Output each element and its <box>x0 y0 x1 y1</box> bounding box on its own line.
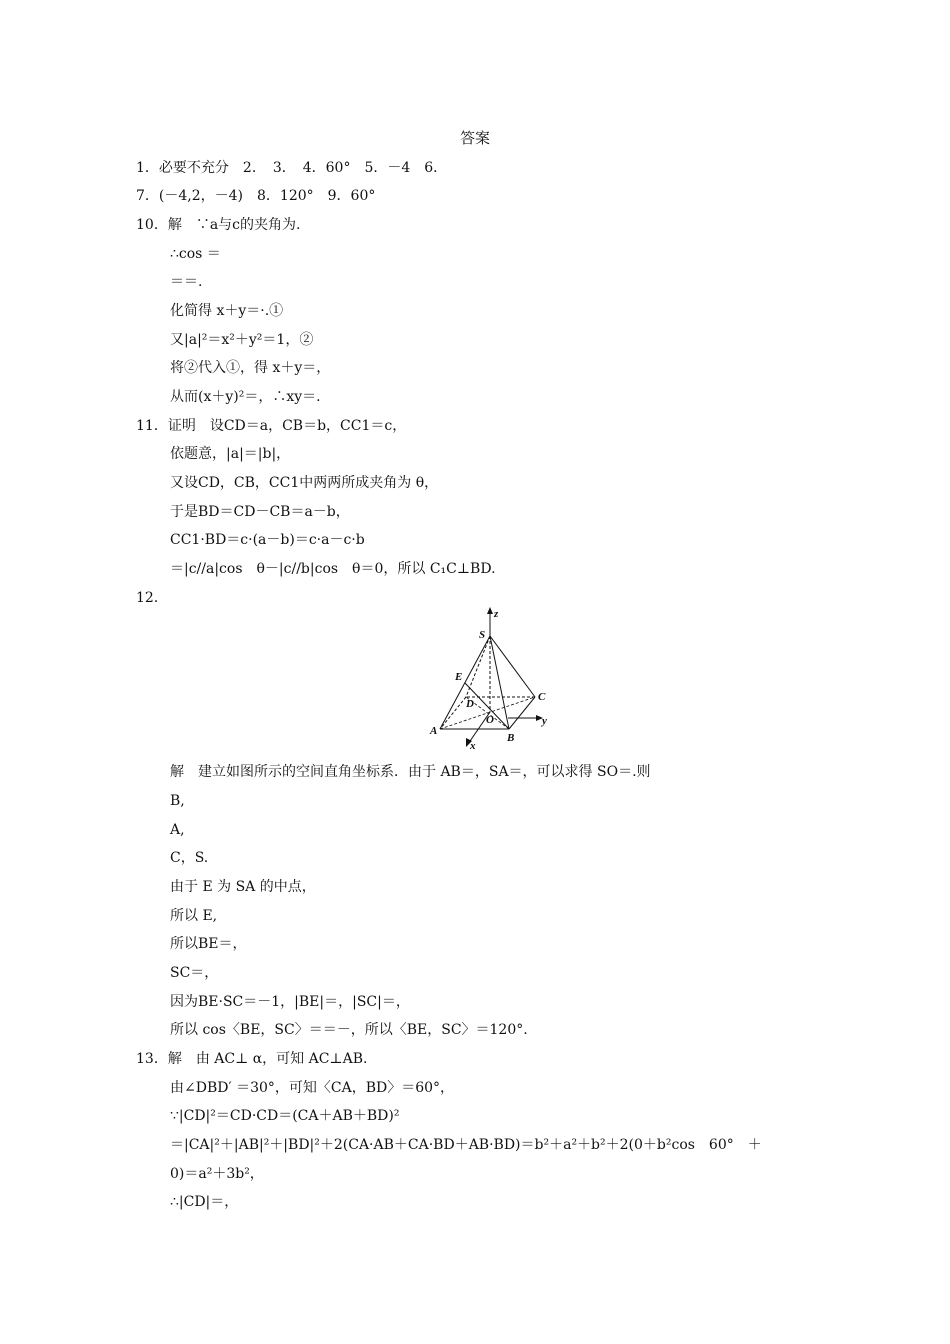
label-B: B <box>507 732 515 744</box>
text-line: A, <box>170 822 185 838</box>
text-line: 于是BD＝CD－CB＝a－b， <box>170 504 350 520</box>
text-line: 所以 E, <box>170 908 218 924</box>
text-line: 10．解 ∵a与c的夹角为. <box>136 217 301 233</box>
text-line: ＝＝. <box>170 274 203 290</box>
text-line: 由于 E 为 SA 的中点， <box>170 879 316 895</box>
text-line: ＝|CA|²＋|AB|²＋|BD|²＋2(CA·AB＋CA·BD＋AB·BD)＝b²＋a²＋b²＋2(0＋b²cos 60° ＋ <box>170 1137 762 1153</box>
text-line: 因为BE·SC＝－1，|BE|＝，|SC|＝， <box>170 994 410 1010</box>
label-S: S <box>479 629 486 641</box>
text-line: C，S. <box>170 850 209 866</box>
page-title: 答案 <box>459 129 490 147</box>
text-line: 11．证明 设CD＝a，CB＝b，CC1＝c， <box>136 418 407 434</box>
text-line: 从而(x＋y)²＝，∴xy＝. <box>170 389 321 405</box>
label-E: E <box>455 671 463 683</box>
text-line: 依题意，|a|＝|b|， <box>170 446 291 462</box>
text-line: 13．解 由 AC⊥ α，可知 AC⊥AB. <box>136 1051 368 1067</box>
text-line: 1．必要不充分 2． 3． 4．60° 5．－4 6． <box>136 160 448 176</box>
pyramid-coordinate-figure <box>428 606 560 754</box>
edge-SC <box>490 636 535 697</box>
text-line: ＝|c//a|cos θ－|c//b|cos θ＝0，所以 C₁C⊥BD. <box>170 561 496 577</box>
text-line: 又|a|²＝x²＋y²＝1，② <box>170 332 314 348</box>
text-line: 又设CD，CB，CC1中两两所成夹角为 θ， <box>170 475 439 491</box>
text-line: CC1·BD＝c·(a－b)＝c·a－c·b <box>170 532 365 548</box>
edge-SA <box>440 636 490 729</box>
text-line: B, <box>170 793 185 809</box>
text-line: 由∠DBD′ ＝30°，可知〈CA，BD〉＝60°， <box>170 1080 455 1096</box>
text-line: ∴cos ＝ <box>170 246 221 262</box>
text-line: 所以 cos〈BE，SC〉＝＝－，所以〈BE，SC〉＝120°. <box>170 1022 528 1038</box>
label-z: z <box>494 608 499 620</box>
label-x: x <box>470 740 476 752</box>
label-D: D <box>466 698 474 710</box>
z-axis-arrow <box>487 607 493 614</box>
label-A: A <box>430 725 438 737</box>
text-line: 7．(－4,2，－4) 8．120° 9．60° <box>136 188 376 204</box>
text-line: 12． <box>136 590 168 606</box>
label-C: C <box>538 691 546 703</box>
edge-DA-dashed <box>440 697 466 729</box>
text-line: 所以BE＝， <box>170 936 247 952</box>
text-line: 化简得 x＋y＝·.① <box>170 303 284 319</box>
text-line: ∴|CD|＝， <box>170 1194 239 1210</box>
label-y: y <box>542 715 547 727</box>
label-O: O <box>486 714 494 726</box>
text-line: 解 建立如图所示的空间直角坐标系．由于 AB＝，SA＝，可以求得 SO＝.则 <box>170 764 651 780</box>
text-line: 将②代入①，得 x＋y＝， <box>170 360 331 376</box>
text-line: SC＝， <box>170 965 219 981</box>
text-line: 0)＝a²＋3b²， <box>170 1166 264 1182</box>
text-line: ∵|CD|²＝CD·CD＝(CA＋AB＋BD)² <box>170 1108 400 1124</box>
